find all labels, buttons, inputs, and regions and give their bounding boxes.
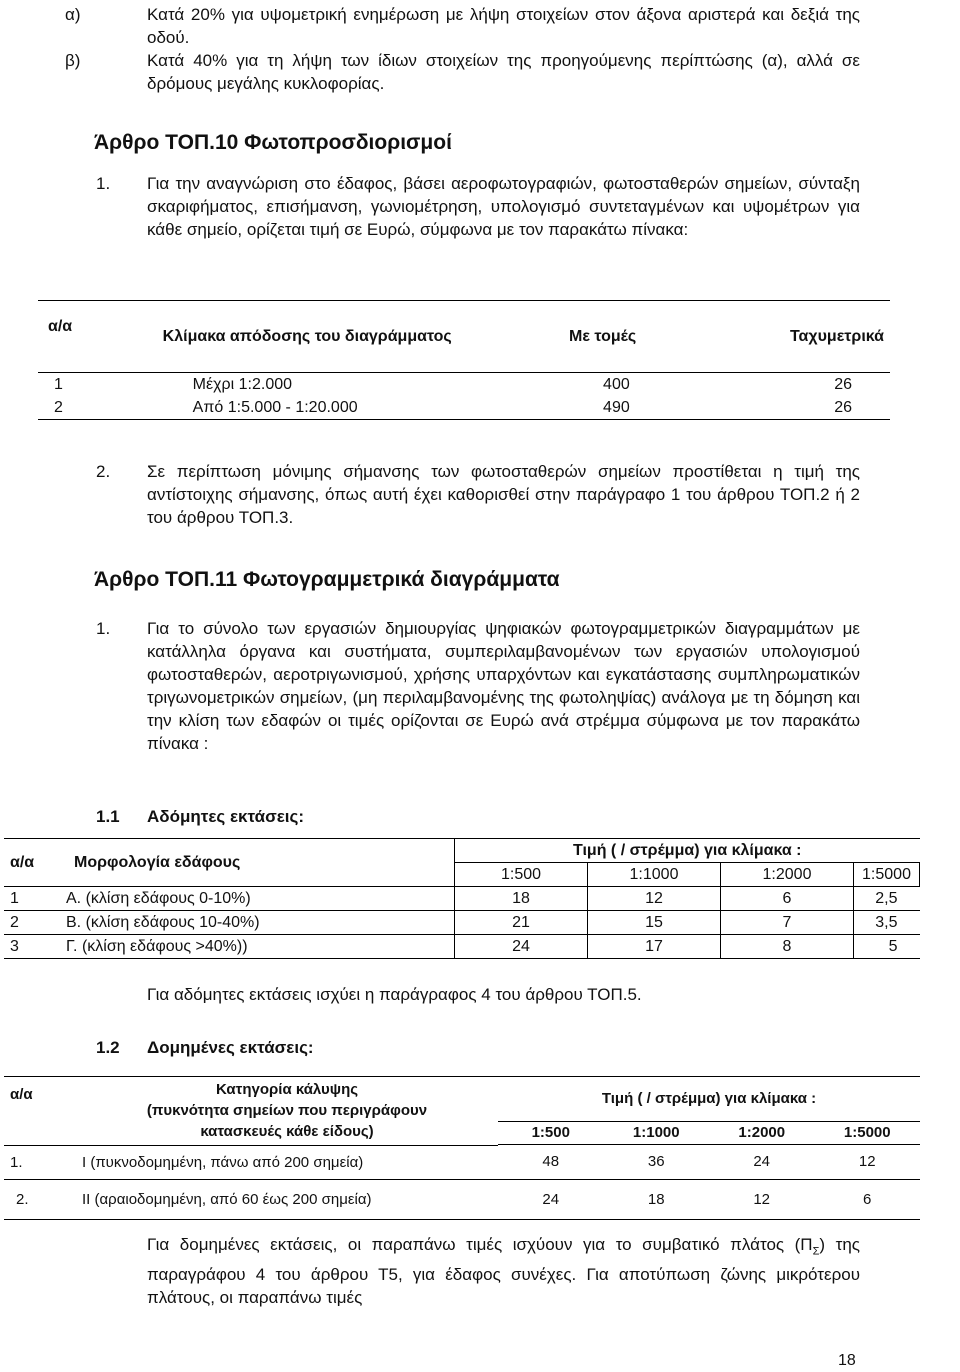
article-10-p2: Σε περίπτωση μόνιμης σήμανσης των φωτοσταθερών σημείων προστίθεται η τιμή της αντίστοιχης σήμανσης, όπως αυτή έχει καθορισθεί στην παράγραφο 1 του άρθρου ΤΟΠ.2 ή 2 του άρθρου ΤΟΠ.3.: [147, 462, 860, 527]
note-subscript: Σ: [812, 1245, 820, 1258]
table-row: [4, 887, 920, 911]
built-areas-price-table: [4, 1076, 920, 1220]
row-scale: Από 1:5.000 - 1:20.000: [192, 399, 358, 416]
scale-1-1000: 1:1000: [588, 863, 721, 887]
price-1-1000: 18: [647, 1190, 665, 1208]
intro-item-b: Κατά 40% για τη λήψη των ίδιων στοιχείων της προηγούμενης περίπτώσης (α), αλλά σε δρόμους μεγάλης κυκλοφορίας.: [147, 51, 860, 93]
photo-control-price-table: [38, 300, 890, 420]
row-number: 1: [54, 376, 63, 393]
note-text-start: Για δομημένες εκτάσεις, οι παραπάνω τιμές ισχύουν για το συμβατικό πλάτος (Π: [147, 1235, 813, 1254]
price-1-2000: 7: [721, 911, 854, 935]
row-morphology: Β. (κλίση εδάφους 10-40%): [66, 914, 260, 931]
col-header-price: Τιμή ( / στρέμμα) για κλίμακα :: [601, 1090, 817, 1107]
section-1-1-note: Για αδόμητες εκτάσεις ισχύει η παράγραφος 4 του άρθρου ΤΟΠ.5.: [147, 985, 642, 1004]
section-1-2-note: [147, 1233, 860, 1309]
price-header-cell: [498, 1077, 920, 1146]
price-1-1000: 36: [647, 1153, 665, 1171]
row-category: ΙΙ (αραιοδομημένη, από 60 έως 200 σημεία): [82, 1190, 372, 1208]
row-number: 1: [10, 890, 19, 907]
intro-label-a: α): [65, 5, 81, 24]
col-header-number: α/α: [4, 1077, 76, 1146]
col-header-tachymetric: Ταχυμετρικά: [789, 328, 884, 345]
price-1-500: 48: [542, 1153, 560, 1171]
row-tachymetric-price: 26: [834, 376, 852, 393]
row-number: 2: [10, 914, 19, 931]
page-number: 18: [838, 1352, 856, 1369]
col-header-number: α/α: [4, 839, 60, 887]
price-1-2000: 12: [753, 1190, 771, 1208]
price-1-1000: 12: [588, 887, 721, 911]
article-10-heading: Άρθρο ΤΟΠ.10 Φωτοπροσδιορισμοί: [94, 131, 452, 154]
intro-label-b: β): [65, 51, 81, 70]
category-header-line-3: κατασκευές κάθε είδους): [200, 1123, 374, 1141]
row-category: Ι (πυκνοδομημένη, πάνω από 200 σημεία): [82, 1153, 364, 1171]
col-header-sections: Με τομές: [569, 328, 637, 345]
scale-1-500: 1:500: [455, 863, 588, 887]
price-1-1000: 17: [588, 935, 721, 959]
price-1-5000: 3,5: [875, 914, 898, 931]
row-number: 2.: [16, 1190, 29, 1208]
price-1-500: 24: [542, 1190, 560, 1208]
table-row: [4, 935, 920, 959]
section-1-2-number: 1.2: [96, 1038, 120, 1057]
price-1-5000: 5: [888, 938, 898, 955]
table-row: [4, 1179, 920, 1219]
scale-1-2000: 1:2000: [721, 863, 854, 887]
category-header-line-2: (πυκνότητα σημείων που περιγράφουν: [146, 1102, 428, 1120]
section-1-1-number: 1.1: [96, 807, 120, 826]
section-1-2-title: Δομημένες εκτάσεις:: [147, 1038, 314, 1057]
price-1-5000: 6: [863, 1190, 872, 1208]
row-number: 3: [10, 938, 19, 955]
row-sections-price: 490: [603, 399, 630, 416]
row-scale: Μέχρι 1:2.000: [192, 376, 293, 393]
price-1-500: 21: [455, 911, 588, 935]
scale-1-500: 1:500: [531, 1124, 570, 1141]
scale-1-2000: 1:2000: [738, 1124, 786, 1141]
col-header-category: [76, 1077, 498, 1146]
price-1-5000: 12: [858, 1153, 876, 1171]
col-header-price: Τιμή ( / στρέμμα) για κλίμακα :: [455, 839, 920, 863]
price-1-500: 18: [455, 887, 588, 911]
unbuilt-areas-price-table: [4, 838, 920, 959]
price-1-2000: 24: [753, 1153, 771, 1171]
col-header-morphology: Μορφολογία εδάφους: [60, 839, 455, 887]
scale-1-5000: 1:5000: [843, 1124, 891, 1141]
table-row: [4, 911, 920, 935]
table-row: [38, 396, 890, 420]
article-11-heading: Άρθρο ΤΟΠ.11 Φωτογραμμετρικά διαγράμματα: [94, 568, 560, 591]
col-header-number: α/α: [48, 318, 73, 335]
price-1-5000: 2,5: [875, 890, 898, 907]
article-11-p1-number: 1.: [96, 619, 111, 638]
row-morphology: Α. (κλίση εδάφους 0-10%): [66, 890, 251, 907]
scale-1-1000: 1:1000: [632, 1124, 680, 1141]
article-10-p1: Για την αναγνώριση στο έδαφος, βάσει αεροφωτογραφιών, φωτοσταθερών σημείων, σύνταξη σκαριφήματος, επισήμανση, γωνιομέτρηση, υπολογισμό συντεταγμένων και υψομέτρων για κάθε σημείο, ορίζεται τιμή σε Ευρώ, σύμφωνα με τον παρακάτω πίνακα:: [147, 174, 860, 239]
row-tachymetric-price: 26: [834, 399, 852, 416]
intro-item-a: Κατά 20% για υψομετρική ενημέρωση με λήψη στοιχείων στον άξονα αριστερά και δεξιά της οδού.: [147, 5, 860, 47]
table-row: [38, 373, 890, 397]
scale-1-5000: 1:5000: [854, 863, 920, 887]
table-row: [4, 1145, 920, 1179]
article-11-p1: Για το σύνολο των εργασιών δημιουργίας ψηφιακών φωτογραμμετρικών διαγραμμάτων με κατάλληλα όργανα και συστήματα, συμπεριλαμβανομένων των εργασιών υπολογισμού φωτοσταθερών, αεροτριγωνισμού, χρήσης υπαρχόντων και εγκατάστασης συμπληρωματικών τριγωνομετρικών σημείων, (μη περιλαμβανομένης της φωτοληψίας) ανάλογα με τη δόμηση και την κλίση των εδαφών οι τιμές ορίζονται σε Ευρώ ανά στρέμμα σύμφωνα με τον παρακάτω πίνακα :: [147, 619, 860, 753]
category-header-line-1: Κατηγορία κάλυψης: [215, 1081, 359, 1099]
col-header-scale: Κλίμακα απόδοσης του διαγράμματος: [162, 328, 452, 345]
row-number: 1.: [10, 1153, 23, 1171]
article-10-p2-number: 2.: [96, 462, 111, 481]
row-number: 2: [54, 399, 63, 416]
price-1-500: 24: [455, 935, 588, 959]
price-1-2000: 8: [721, 935, 854, 959]
price-1-2000: 6: [721, 887, 854, 911]
section-1-1-title: Αδόμητες εκτάσεις:: [147, 807, 305, 826]
row-morphology: Γ. (κλίση εδάφους >40%)): [66, 938, 248, 955]
price-1-1000: 15: [588, 911, 721, 935]
article-10-p1-number: 1.: [96, 174, 111, 193]
row-sections-price: 400: [603, 376, 630, 393]
note-text-end: ) της παραγράφου 4 του άρθρου Τ5, για έδαφος συνέχες. Για αποτύπωση ζώνης μικρότερου πλάτους, οι παραπάνω τιμές: [147, 1235, 860, 1308]
